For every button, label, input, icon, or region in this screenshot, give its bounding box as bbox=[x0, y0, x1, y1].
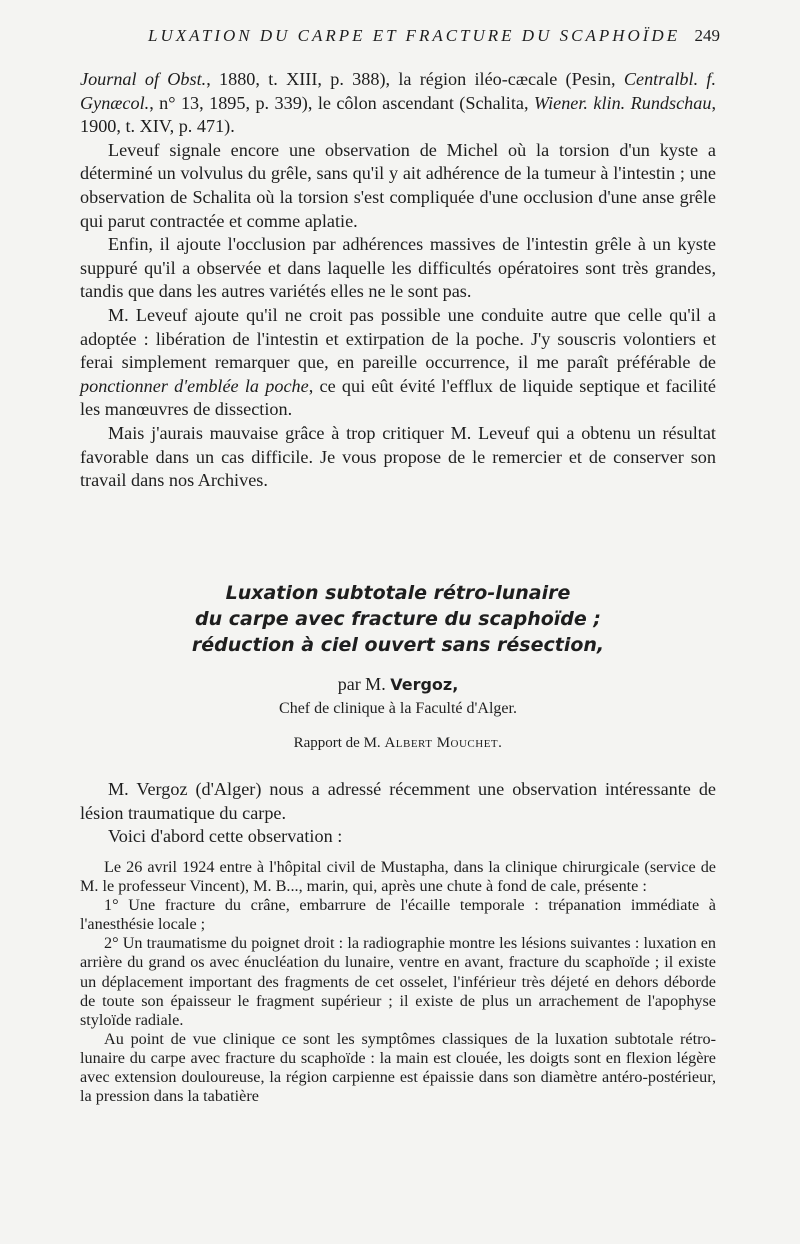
author-line bbox=[80, 672, 716, 697]
observation-text bbox=[80, 858, 716, 1106]
reference-text: , 1880, t. XIII, p. 388), la région iléo-cæcale (Pesin, bbox=[206, 69, 624, 89]
byline bbox=[80, 672, 716, 752]
running-title: LUXATION DU CARPE ET FRACTURE DU SCAPHOÏDE bbox=[148, 26, 681, 45]
report-prefix: Rapport de M. bbox=[293, 735, 385, 751]
reference-text: , n° 13, 1895, p. 339), le côlon ascendant (Schalita, bbox=[149, 92, 534, 113]
page-number: 249 bbox=[694, 26, 720, 45]
body-text bbox=[80, 68, 716, 493]
paragraph: Enfin, il ajoute l'occlusion par adhérences massives de l'intestin grêle à un kyste suppuré qu'il a observée et dans laquelle les difficultés opératoires sont très grandes, tandis que dans les autres variétés elles ne le sont pas. bbox=[80, 234, 716, 302]
paragraph-text: M. Leveuf ajoute qu'il ne croit pas possible une conduite autre que celle qu'il a adoptée : libération de l'intestin et extirpation de la poche. J'y souscris volontiers et ferai simplement remarquer que, en pareille occurrence, il me paraît préférable de bbox=[80, 304, 716, 373]
journal-reference: Centralbl. f. Gynæcol. bbox=[80, 69, 717, 113]
paragraph: Mais j'aurais mauvaise grâce à trop critiquer M. Leveuf qui a obtenu un résultat favorable dans un cas difficile. Je vous propose de le remercier et de conserver son travail dans nos Archives. bbox=[80, 422, 716, 491]
title-line: du carpe avec fracture du scaphoïde ; bbox=[195, 608, 601, 630]
running-head bbox=[80, 26, 720, 50]
affiliation: Chef de clinique à la Faculté d'Alger. bbox=[279, 700, 517, 717]
emphasis-text: ponctionner d'emblée la poche bbox=[80, 375, 309, 396]
title-line: Luxation subtotale rétro-lunaire bbox=[225, 582, 571, 604]
paragraph: Leveuf signale encore une observation de Michel où la torsion d'un kyste a déterminé un volvulus du grêle, sans qu'il y ait adhérence de la tumeur à l'intestin ; une observation de Schalita où la torsion s'est compliquée d'une occlusion d'une anse grêle qui parut contractée et comme aplatie. bbox=[80, 139, 716, 231]
paragraph: 1° Une fracture du crâne, embarrure de l'écaille temporale : trépanation immédiate à l'anesthésie locale ; bbox=[80, 896, 716, 934]
paragraph: Voici d'abord cette observation : bbox=[108, 826, 343, 847]
by-prefix: par M. bbox=[337, 674, 391, 694]
reporter-name: Albert Mouchet. bbox=[384, 735, 503, 751]
journal-reference: Wiener. klin. Rundschau bbox=[533, 92, 712, 113]
reference-text: , 1900, t. XIV, p. 471). bbox=[80, 92, 716, 137]
title-line: réduction à ciel ouvert sans résection, bbox=[191, 634, 605, 656]
intro-text bbox=[80, 778, 716, 849]
paragraph-text: , ce qui eût évité l'efflux de liquide septique et facilité les manœuvres de dissection. bbox=[80, 375, 717, 420]
paragraph: Le 26 avril 1924 entre à l'hôpital civil de Mustapha, dans la clinique chirurgicale (service de M. le professeur Vincent), M. B..., marin, qui, après une chute à fond de cale, présente : bbox=[80, 858, 716, 896]
report-line bbox=[80, 735, 716, 752]
journal-reference: Journal of Obst. bbox=[80, 69, 207, 89]
paragraph: M. Vergoz (d'Alger) nous a adressé récemment une observation intéressante de lésion traumatique du carpe. bbox=[80, 779, 716, 823]
paragraph-references bbox=[80, 68, 716, 139]
paragraph: Au point de vue clinique ce sont les symptômes classiques de la luxation subtotale rétro-lunaire du carpe avec fracture du scaphoïde : la main est clouée, les doigts sont en flexion légère avec extension douloureuse, la région carpienne est épaissie dans son diamètre antéro-postérieur, la pression dans la tabatière bbox=[80, 1029, 716, 1106]
author-name: Vergoz, bbox=[390, 675, 459, 694]
paragraph bbox=[80, 304, 716, 422]
paragraph: 2° Un traumatisme du poignet droit : la radiographie montre les lésions suivantes : luxation en arrière du grand os avec énucléation du lunaire, ventre en avant, fracture du scaphoïde ; il existe un déplacement important des fragments de cet osselet, l'inférieur très déjeté en dehors déborde de toute son épaisseur le fragment supérieur ; il existe de plus un arrachement de l'apophyse styloïde radiale. bbox=[80, 934, 716, 1029]
article-title bbox=[80, 580, 716, 658]
